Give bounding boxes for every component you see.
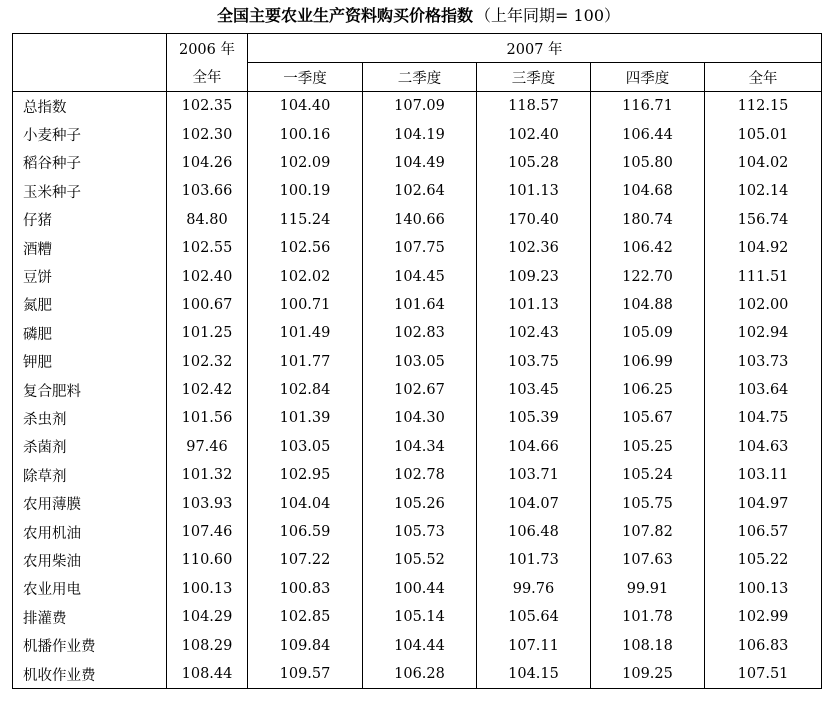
row-label: 农用薄膜	[13, 489, 167, 517]
table-row	[13, 206, 822, 234]
cell-q1: 102.02	[248, 262, 363, 290]
cell-q2: 105.73	[363, 518, 477, 546]
cell-2007-full-year: 104.75	[705, 404, 822, 432]
cell-2007-full-year: 103.11	[705, 461, 822, 489]
cell-2007-full-year: 111.51	[705, 262, 822, 290]
header-q2: 二季度	[363, 63, 477, 92]
cell-q1: 102.84	[248, 376, 363, 404]
title-unit: （上年同期= 100）	[474, 6, 621, 25]
cell-q3: 118.57	[477, 92, 591, 121]
cell-q4: 105.75	[591, 489, 705, 517]
cell-q2: 102.83	[363, 319, 477, 347]
row-label: 磷肥	[13, 319, 167, 347]
cell-q4: 106.25	[591, 376, 705, 404]
cell-2006-full-year: 103.66	[167, 177, 248, 205]
cell-2007-full-year: 103.64	[705, 376, 822, 404]
cell-2007-full-year: 106.57	[705, 518, 822, 546]
cell-2006-full-year: 100.67	[167, 291, 248, 319]
table-row	[13, 603, 822, 631]
cell-2006-full-year: 102.40	[167, 262, 248, 290]
cell-q1: 102.95	[248, 461, 363, 489]
cell-q2: 102.67	[363, 376, 477, 404]
cell-q4: 105.09	[591, 319, 705, 347]
table-row	[13, 575, 822, 603]
header-q4: 四季度	[591, 63, 705, 92]
cell-2006-full-year: 104.29	[167, 603, 248, 631]
cell-q4: 104.88	[591, 291, 705, 319]
cell-q4: 107.82	[591, 518, 705, 546]
cell-q3: 109.23	[477, 262, 591, 290]
cell-2007-full-year: 104.63	[705, 433, 822, 461]
cell-q1: 115.24	[248, 206, 363, 234]
cell-q4: 116.71	[591, 92, 705, 121]
table-row	[13, 461, 822, 489]
header-q1: 一季度	[248, 63, 363, 92]
table-row	[13, 489, 822, 517]
cell-q2: 102.78	[363, 461, 477, 489]
cell-q1: 109.84	[248, 631, 363, 659]
cell-q4: 105.24	[591, 461, 705, 489]
cell-q1: 102.56	[248, 234, 363, 262]
cell-q3: 103.75	[477, 348, 591, 376]
row-label: 机播作业费	[13, 631, 167, 659]
table-row	[13, 319, 822, 347]
cell-2006-full-year: 102.35	[167, 92, 248, 121]
cell-q2: 104.45	[363, 262, 477, 290]
cell-q3: 105.64	[477, 603, 591, 631]
cell-q1: 100.71	[248, 291, 363, 319]
cell-q2: 101.64	[363, 291, 477, 319]
cell-q1: 104.04	[248, 489, 363, 517]
cell-q2: 102.64	[363, 177, 477, 205]
table-row	[13, 120, 822, 148]
cell-q2: 104.19	[363, 120, 477, 148]
cell-2007-full-year: 112.15	[705, 92, 822, 121]
table-row	[13, 177, 822, 205]
cell-q4: 107.63	[591, 546, 705, 574]
cell-q2: 140.66	[363, 206, 477, 234]
table-row	[13, 660, 822, 689]
row-label: 豆饼	[13, 262, 167, 290]
cell-q1: 102.85	[248, 603, 363, 631]
cell-q2: 103.05	[363, 348, 477, 376]
cell-q1: 106.59	[248, 518, 363, 546]
cell-q2: 105.26	[363, 489, 477, 517]
cell-q3: 104.07	[477, 489, 591, 517]
cell-2007-full-year: 156.74	[705, 206, 822, 234]
cell-q4: 109.25	[591, 660, 705, 689]
cell-q3: 102.40	[477, 120, 591, 148]
cell-2006-full-year: 108.44	[167, 660, 248, 689]
cell-q4: 106.99	[591, 348, 705, 376]
cell-2006-full-year: 104.26	[167, 149, 248, 177]
cell-q3: 103.71	[477, 461, 591, 489]
header-2006-year: 2006 年	[167, 34, 248, 63]
cell-q1: 107.22	[248, 546, 363, 574]
cell-q3: 170.40	[477, 206, 591, 234]
header-row-1	[13, 34, 822, 63]
cell-q2: 100.44	[363, 575, 477, 603]
cell-2006-full-year: 97.46	[167, 433, 248, 461]
cell-q1: 100.19	[248, 177, 363, 205]
cell-q3: 101.13	[477, 177, 591, 205]
table-title	[0, 4, 837, 28]
cell-2007-full-year: 102.00	[705, 291, 822, 319]
cell-q1: 109.57	[248, 660, 363, 689]
cell-2007-full-year: 102.94	[705, 319, 822, 347]
cell-2007-full-year: 104.97	[705, 489, 822, 517]
cell-2006-full-year: 102.32	[167, 348, 248, 376]
row-label: 酒糟	[13, 234, 167, 262]
cell-q3: 107.11	[477, 631, 591, 659]
row-label: 复合肥料	[13, 376, 167, 404]
row-label: 仔猪	[13, 206, 167, 234]
price-index-table	[12, 33, 822, 689]
cell-2007-full-year: 106.83	[705, 631, 822, 659]
cell-2007-full-year: 105.01	[705, 120, 822, 148]
row-label: 杀虫剂	[13, 404, 167, 432]
cell-q4: 104.68	[591, 177, 705, 205]
row-label: 排灌费	[13, 603, 167, 631]
cell-2006-full-year: 110.60	[167, 546, 248, 574]
row-label: 氮肥	[13, 291, 167, 319]
row-label: 杀菌剂	[13, 433, 167, 461]
cell-q4: 105.25	[591, 433, 705, 461]
cell-q1: 101.49	[248, 319, 363, 347]
cell-q3: 102.43	[477, 319, 591, 347]
cell-2006-full-year: 102.55	[167, 234, 248, 262]
cell-2007-full-year: 107.51	[705, 660, 822, 689]
cell-2006-full-year: 100.13	[167, 575, 248, 603]
cell-2007-full-year: 103.73	[705, 348, 822, 376]
cell-q2: 107.75	[363, 234, 477, 262]
cell-2006-full-year: 108.29	[167, 631, 248, 659]
cell-q3: 105.39	[477, 404, 591, 432]
cell-q3: 99.76	[477, 575, 591, 603]
cell-q1: 101.77	[248, 348, 363, 376]
header-q3: 三季度	[477, 63, 591, 92]
cell-q4: 108.18	[591, 631, 705, 659]
cell-q3: 103.45	[477, 376, 591, 404]
cell-2007-full-year: 102.99	[705, 603, 822, 631]
cell-2006-full-year: 107.46	[167, 518, 248, 546]
cell-q4: 101.78	[591, 603, 705, 631]
table-row	[13, 546, 822, 574]
cell-q4: 180.74	[591, 206, 705, 234]
table-row	[13, 631, 822, 659]
header-corner-cell	[13, 34, 167, 92]
row-label: 总指数	[13, 92, 167, 121]
cell-q3: 105.28	[477, 149, 591, 177]
header-2007-full-year: 全年	[705, 63, 822, 92]
cell-2006-full-year: 84.80	[167, 206, 248, 234]
table-row	[13, 404, 822, 432]
row-label: 除草剂	[13, 461, 167, 489]
cell-q1: 104.40	[248, 92, 363, 121]
cell-q3: 102.36	[477, 234, 591, 262]
table-row	[13, 376, 822, 404]
table-row	[13, 291, 822, 319]
cell-q1: 103.05	[248, 433, 363, 461]
cell-q1: 101.39	[248, 404, 363, 432]
cell-q4: 122.70	[591, 262, 705, 290]
cell-q3: 101.73	[477, 546, 591, 574]
table-body	[13, 92, 822, 689]
table-row	[13, 92, 822, 121]
cell-q2: 105.14	[363, 603, 477, 631]
cell-q4: 99.91	[591, 575, 705, 603]
cell-q4: 106.42	[591, 234, 705, 262]
cell-2006-full-year: 102.42	[167, 376, 248, 404]
table-row	[13, 234, 822, 262]
cell-q2: 104.30	[363, 404, 477, 432]
row-label: 农用柴油	[13, 546, 167, 574]
cell-q2: 105.52	[363, 546, 477, 574]
cell-2006-full-year: 101.25	[167, 319, 248, 347]
row-label: 农业用电	[13, 575, 167, 603]
cell-2007-full-year: 104.02	[705, 149, 822, 177]
cell-2006-full-year: 102.30	[167, 120, 248, 148]
row-label: 农用机油	[13, 518, 167, 546]
header-2007-year: 2007 年	[248, 34, 822, 63]
cell-2006-full-year: 101.56	[167, 404, 248, 432]
cell-q3: 104.66	[477, 433, 591, 461]
cell-q3: 106.48	[477, 518, 591, 546]
cell-q2: 104.49	[363, 149, 477, 177]
cell-2007-full-year: 104.92	[705, 234, 822, 262]
table-row	[13, 433, 822, 461]
cell-q1: 100.16	[248, 120, 363, 148]
cell-2006-full-year: 101.32	[167, 461, 248, 489]
row-label: 稻谷种子	[13, 149, 167, 177]
title-main: 全国主要农业生产资料购买价格指数	[216, 6, 473, 25]
row-label: 机收作业费	[13, 660, 167, 689]
header-2006-full-year: 全年	[167, 63, 248, 92]
cell-q1: 102.09	[248, 149, 363, 177]
table-row	[13, 518, 822, 546]
cell-2007-full-year: 105.22	[705, 546, 822, 574]
cell-q4: 105.80	[591, 149, 705, 177]
cell-2007-full-year: 102.14	[705, 177, 822, 205]
row-label: 钾肥	[13, 348, 167, 376]
table-row	[13, 149, 822, 177]
cell-q2: 104.44	[363, 631, 477, 659]
cell-q4: 105.67	[591, 404, 705, 432]
table-row	[13, 348, 822, 376]
cell-q2: 104.34	[363, 433, 477, 461]
cell-q2: 107.09	[363, 92, 477, 121]
cell-q4: 106.44	[591, 120, 705, 148]
row-label: 小麦种子	[13, 120, 167, 148]
cell-q3: 101.13	[477, 291, 591, 319]
cell-q2: 106.28	[363, 660, 477, 689]
cell-q3: 104.15	[477, 660, 591, 689]
cell-q1: 100.83	[248, 575, 363, 603]
row-label: 玉米种子	[13, 177, 167, 205]
cell-2007-full-year: 100.13	[705, 575, 822, 603]
cell-2006-full-year: 103.93	[167, 489, 248, 517]
table-row	[13, 262, 822, 290]
